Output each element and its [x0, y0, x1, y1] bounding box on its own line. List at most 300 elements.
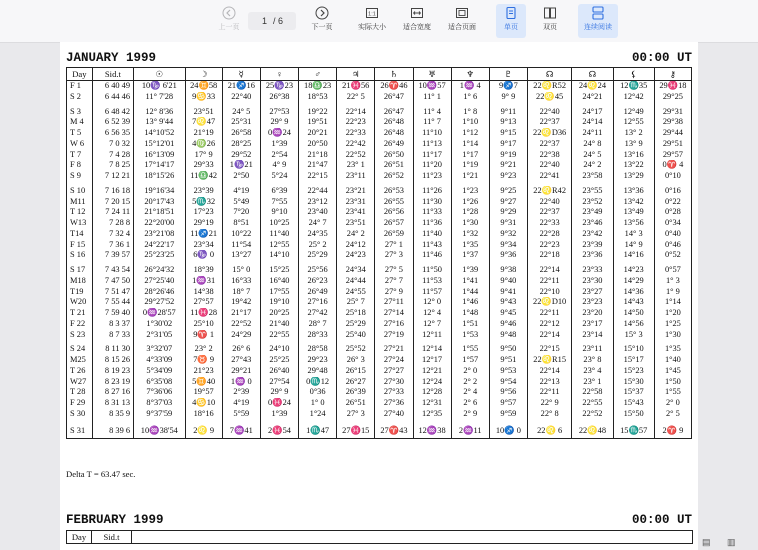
position-cell: 22♌R52 [527, 81, 571, 92]
position-cell: 25°29 [337, 319, 375, 330]
next-page-button[interactable] [306, 4, 338, 38]
position-cell: 0°22 [654, 197, 691, 208]
february-table [66, 530, 693, 544]
sidereal-time-cell: 7 51 47 [92, 287, 133, 298]
position-cell: 27° 5 [375, 265, 413, 276]
table-header-row [67, 531, 693, 544]
position-cell: 24°34 [337, 265, 375, 276]
position-cell: 23° 4 [572, 366, 613, 377]
position-cell: 18°16 [185, 409, 222, 420]
position-cell: 23°34 [185, 240, 222, 251]
table-row [67, 355, 692, 366]
position-cell: 29°57 [654, 150, 691, 161]
table-row [67, 308, 692, 319]
position-cell: 0♓24 [260, 398, 298, 409]
position-cell: 11♎42 [185, 171, 222, 182]
day-cell: F 15 [67, 240, 93, 251]
position-cell: 14°10 [260, 250, 298, 261]
position-cell: 22°20'00 [134, 218, 186, 229]
position-cell: 26°51 [337, 398, 375, 409]
position-cell: 9°10 [260, 207, 298, 218]
svg-text:1:1: 1:1 [368, 11, 376, 18]
sidereal-time-cell: 7 59 40 [92, 308, 133, 319]
position-cell: 0°40 [654, 229, 691, 240]
day-cell: S 3 [67, 107, 93, 118]
position-cell: 12°24 [413, 377, 451, 388]
day-cell: M25 [67, 355, 93, 366]
position-cell: 9°43 [489, 297, 527, 308]
position-cell: 11°26 [413, 186, 451, 197]
position-cell: 14°38 [185, 287, 222, 298]
position-cell: 11♐21 [185, 229, 222, 240]
table-row [67, 128, 692, 139]
position-cell: 1°44 [451, 287, 489, 298]
day-cell: T 26 [67, 366, 93, 377]
position-cell: 21°23 [185, 366, 222, 377]
sidereal-time-cell: 8 35 9 [92, 409, 133, 420]
position-cell: 9°15 [489, 128, 527, 139]
sidereal-time-cell: 8 7 33 [92, 330, 133, 341]
position-cell: 1°35 [654, 344, 691, 355]
single-page-button[interactable] [496, 4, 526, 38]
position-cell: 11°20 [413, 160, 451, 171]
table-row [67, 186, 692, 197]
position-cell: 27° 3 [375, 250, 413, 261]
sidereal-time-cell: 7 39 57 [92, 250, 133, 261]
day-cell: M11 [67, 197, 93, 208]
position-cell: 1°24 [299, 409, 337, 420]
position-cell: 23°30 [572, 276, 613, 287]
position-cell: 12°31 [413, 398, 451, 409]
position-cell: 6♑ 0 [185, 250, 222, 261]
day-cell: T 5 [67, 128, 93, 139]
position-cell: 1♒31 [185, 276, 222, 287]
position-cell: 22°14 [527, 265, 571, 276]
position-cell: 26°48 [375, 128, 413, 139]
position-cell: 20°50 [299, 139, 337, 150]
position-cell: 24°23 [337, 250, 375, 261]
position-cell: 17°14'17 [134, 160, 186, 171]
column-header: ☊ [572, 68, 613, 81]
position-cell: 0♒28'57 [134, 308, 186, 319]
position-cell: 29°33 [185, 160, 222, 171]
fit-page-icon [455, 6, 469, 20]
position-cell: 27°40 [375, 409, 413, 420]
position-cell: 26° 6 [222, 344, 260, 355]
position-cell: 13° 2 [613, 128, 654, 139]
position-cell: 16°40 [260, 276, 298, 287]
sidereal-time-cell: 8 31 13 [92, 398, 133, 409]
position-cell: 28°33 [299, 330, 337, 341]
position-cell: 7♌47 [185, 117, 222, 128]
position-cell: 25°31 [222, 117, 260, 128]
position-cell: 19°57 [185, 387, 222, 398]
prev-page-button[interactable] [214, 4, 244, 38]
page-number-box[interactable] [248, 12, 296, 30]
position-cell: 22°14 [527, 366, 571, 377]
sidereal-time-cell: 7 36 1 [92, 240, 133, 251]
position-cell: 29♓18 [654, 81, 691, 92]
position-cell: 26°49 [375, 139, 413, 150]
page-total: / 6 [273, 16, 284, 26]
position-cell: 29°23 [299, 355, 337, 366]
position-cell: 1°21 [451, 171, 489, 182]
table-row [67, 276, 692, 287]
sidereal-time-cell: 7 47 50 [92, 276, 133, 287]
position-cell: 23°11 [337, 171, 375, 182]
position-cell: 0♏12 [299, 377, 337, 388]
january-header [66, 51, 692, 67]
table-row [67, 207, 692, 218]
fit-width-icon [410, 6, 424, 20]
page-mode-icon[interactable]: ▤ [702, 537, 711, 547]
continuous-reading-button[interactable] [578, 4, 618, 38]
position-cell: 12°21 [413, 366, 451, 377]
layout-mode-icon[interactable]: ▥ [727, 537, 736, 547]
sidereal-time-cell: 7 28 8 [92, 218, 133, 229]
position-cell: 9°51 [489, 355, 527, 366]
position-cell: 22°11 [527, 308, 571, 319]
position-cell: 26°59 [375, 229, 413, 240]
position-cell: 22°28 [527, 229, 571, 240]
day-cell: F 1 [67, 81, 93, 92]
day-cell: T 12 [67, 207, 93, 218]
position-cell: 9♐7 [489, 81, 527, 92]
position-cell: 20°25 [260, 308, 298, 319]
position-cell: 29°31 [654, 107, 691, 118]
position-cell: 22°40 [222, 92, 260, 103]
position-cell: 12° 7 [413, 319, 451, 330]
position-cell: 26°55 [375, 197, 413, 208]
position-cell: 23°33 [572, 265, 613, 276]
position-cell: 4° 9 [260, 160, 298, 171]
position-cell: 29°52 [222, 150, 260, 161]
position-cell: 27♓15 [337, 424, 375, 439]
position-cell: 1°55 [451, 344, 489, 355]
position-cell: 11°13 [413, 139, 451, 150]
double-page-icon [543, 6, 557, 20]
actual-size-button[interactable] [355, 4, 389, 38]
position-cell: 2° 2 [451, 377, 489, 388]
sidereal-time-cell: 8 11 30 [92, 344, 133, 355]
column-header: ☊ [527, 68, 571, 81]
position-cell: 26°24'32 [134, 265, 186, 276]
position-cell: 11° 1 [413, 92, 451, 103]
chevron-left-icon [222, 6, 236, 20]
position-cell: 20°21 [299, 128, 337, 139]
actual-size-icon [365, 6, 379, 20]
position-cell: 27° 3 [337, 409, 375, 420]
position-cell: 9°41 [489, 287, 527, 298]
table-header-row [67, 68, 692, 81]
viewer-toolbar [0, 0, 758, 43]
column-header: ☿ [222, 68, 260, 81]
table-row [67, 81, 692, 92]
position-cell: 25°52 [337, 344, 375, 355]
position-cell: 4°33'09 [134, 355, 186, 366]
position-cell: 12°11 [413, 330, 451, 341]
column-header: Day [67, 68, 93, 81]
position-cell: 23°21'08 [134, 229, 186, 240]
position-cell: 1° 6 [451, 92, 489, 103]
position-cell: 27°30 [375, 377, 413, 388]
table-row [67, 366, 692, 377]
position-cell: 27°33 [375, 387, 413, 398]
position-cell: 2♈ 9 [654, 424, 691, 439]
position-cell: 11°53 [413, 276, 451, 287]
position-cell: 22°15 [299, 171, 337, 182]
position-cell: 12°55 [613, 117, 654, 128]
position-cell: 27° 9 [375, 287, 413, 298]
day-cell: T 21 [67, 308, 93, 319]
position-cell: 14°10'52 [134, 128, 186, 139]
position-cell: 2° 4 [451, 387, 489, 398]
position-cell: 27° 7 [375, 276, 413, 287]
position-cell: 1°50 [654, 377, 691, 388]
position-cell: 0°52 [654, 250, 691, 261]
column-header: ♃ [337, 68, 375, 81]
position-cell: 11° 4 [413, 107, 451, 118]
position-cell: 23°23 [572, 297, 613, 308]
position-cell: 23°52 [572, 197, 613, 208]
position-cell: 1°30 [451, 218, 489, 229]
position-cell: 0°16 [654, 186, 691, 197]
position-cell: 22°52 [222, 319, 260, 330]
position-cell: 28°58 [299, 344, 337, 355]
day-cell: S 23 [67, 330, 93, 341]
table-row [67, 160, 692, 171]
position-cell: 26°15 [337, 366, 375, 377]
document-page [60, 42, 698, 550]
position-cell: 29°44 [654, 128, 691, 139]
day-cell: T 28 [67, 387, 93, 398]
position-cell: 24°12 [337, 240, 375, 251]
position-cell: 14°16 [613, 250, 654, 261]
position-cell: 1°19 [451, 160, 489, 171]
position-cell: 25°10 [185, 319, 222, 330]
position-cell: 12° 0 [413, 297, 451, 308]
sidereal-time-cell: 7 55 44 [92, 297, 133, 308]
position-cell: 22° 9 [527, 398, 571, 409]
position-cell: 24°17 [572, 107, 613, 118]
position-cell: 23°49 [572, 207, 613, 218]
sidereal-time-cell: 7 8 25 [92, 160, 133, 171]
february-header [66, 513, 692, 529]
position-cell: 9°59 [489, 409, 527, 420]
position-cell: 10♒38'54 [134, 424, 186, 439]
position-cell: 26°47 [375, 92, 413, 103]
day-cell: W13 [67, 218, 93, 229]
position-cell: 25°18 [337, 308, 375, 319]
position-cell: 22°33 [337, 128, 375, 139]
table-row [67, 139, 692, 150]
position-cell: 17° 9 [185, 150, 222, 161]
table-row [67, 398, 692, 409]
position-cell: 1°45 [654, 366, 691, 377]
position-cell: 18°39 [185, 265, 222, 276]
day-cell: W20 [67, 297, 93, 308]
position-cell: 15°37 [613, 387, 654, 398]
position-cell: 22°12 [527, 319, 571, 330]
position-cell: 11°17 [413, 150, 451, 161]
day-cell: S 16 [67, 250, 93, 261]
position-cell: 26°49 [299, 287, 337, 298]
day-cell: F 22 [67, 319, 93, 330]
position-cell: 23°39 [185, 186, 222, 197]
position-cell: 27°42 [299, 308, 337, 319]
table-row [67, 150, 692, 161]
position-cell: 24♌24 [572, 81, 613, 92]
position-cell: 1♒ 4 [451, 81, 489, 92]
position-cell: 24°22'17 [134, 240, 186, 251]
position-cell: 2♌ 9 [185, 424, 222, 439]
position-cell: 20°17'43 [134, 197, 186, 208]
sidereal-time-cell: 8 27 16 [92, 387, 133, 398]
table-row [67, 92, 692, 103]
position-cell: 9°23 [489, 171, 527, 182]
position-cell: 5°34'09 [134, 366, 186, 377]
position-cell: 22♌48 [572, 424, 613, 439]
position-cell: 12♏35 [613, 81, 654, 92]
position-cell: 1°37 [451, 250, 489, 261]
position-cell: 2°54 [260, 150, 298, 161]
position-cell: 21°40 [260, 319, 298, 330]
position-cell: 24° 5 [572, 150, 613, 161]
position-cell: 18°15'26 [134, 171, 186, 182]
day-cell: W27 [67, 377, 93, 388]
position-cell: 15°43 [613, 398, 654, 409]
column-header: ♄ [375, 68, 413, 81]
page-current-input[interactable]: 1 [262, 16, 268, 26]
position-cell: 22°11 [527, 387, 571, 398]
position-cell: 12°17 [413, 355, 451, 366]
position-cell: 1°39 [260, 409, 298, 420]
position-cell: 1°14 [654, 297, 691, 308]
position-cell: 1♑21 [222, 160, 260, 171]
position-cell: 1°40 [654, 355, 691, 366]
position-cell: 6°39 [260, 186, 298, 197]
position-cell: 15° 0 [222, 265, 260, 276]
position-cell: 0°10 [654, 171, 691, 182]
position-cell: 26°40 [260, 366, 298, 377]
position-cell: 22°38 [527, 150, 571, 161]
position-cell: 2°31'05 [134, 330, 186, 341]
position-cell: 23°51 [337, 218, 375, 229]
position-cell: 27°14 [375, 308, 413, 319]
position-cell: 24°14 [572, 117, 613, 128]
sidereal-time-cell: 7 32 4 [92, 229, 133, 240]
position-cell: 1°23 [451, 186, 489, 197]
position-cell: 22♌D10 [527, 297, 571, 308]
position-cell: 5°24 [260, 171, 298, 182]
position-cell: 2♒11 [451, 424, 489, 439]
position-cell: 1°12 [451, 128, 489, 139]
double-page-button[interactable] [535, 4, 565, 38]
column-header-rest [132, 531, 693, 544]
position-cell: 22°44 [299, 186, 337, 197]
position-cell: 12° 4 [413, 308, 451, 319]
position-cell: 14°29 [613, 276, 654, 287]
position-cell: 22°40 [527, 160, 571, 171]
position-cell: 22°13 [527, 377, 571, 388]
position-cell: 29°38 [654, 117, 691, 128]
position-cell: 12° 8'36 [134, 107, 186, 118]
fit-width-button[interactable] [400, 4, 434, 38]
position-cell: 23°17 [572, 319, 613, 330]
position-cell: 9°37'59 [134, 409, 186, 420]
column-header: ☽ [185, 68, 222, 81]
position-cell: 22♌45 [527, 92, 571, 103]
position-cell: 4°19 [222, 186, 260, 197]
position-cell: 9°34 [489, 240, 527, 251]
table-row [67, 297, 692, 308]
position-cell: 9°21 [489, 160, 527, 171]
table-row [67, 265, 692, 276]
position-cell: 0♒24 [260, 128, 298, 139]
position-cell: 11♓28 [185, 308, 222, 319]
fit-page-button[interactable] [444, 4, 480, 38]
position-cell: 1♏47 [299, 424, 337, 439]
position-cell: 9°19 [489, 150, 527, 161]
position-cell: 8°37'03 [134, 398, 186, 409]
position-cell: 26°38 [260, 92, 298, 103]
next-page-label: 下一页 [311, 24, 333, 31]
position-cell: 26♈46 [375, 81, 413, 92]
position-cell: 24° 2 [337, 229, 375, 240]
position-cell: 10°22 [222, 229, 260, 240]
position-cell: 13°49 [613, 207, 654, 218]
sidereal-time-cell: 6 52 39 [92, 117, 133, 128]
position-cell: 27°43 [222, 355, 260, 366]
position-cell: 1°30 [654, 330, 691, 341]
position-cell: 9°29 [489, 207, 527, 218]
position-cell: 12°49 [613, 107, 654, 118]
table-row [67, 218, 692, 229]
position-cell: 7♒41 [222, 424, 260, 439]
position-cell: 26°56 [375, 207, 413, 218]
position-cell: 15° 3 [613, 330, 654, 341]
position-cell: 11°54 [222, 240, 260, 251]
position-cell: 27°27 [375, 366, 413, 377]
position-cell: 26°53 [375, 186, 413, 197]
table-row [67, 171, 692, 182]
position-cell: 21°47 [299, 160, 337, 171]
position-cell: 2° 6 [451, 398, 489, 409]
position-cell: 1°26 [451, 197, 489, 208]
table-row [67, 107, 692, 118]
month-time: 00:00 UT [631, 513, 692, 527]
day-cell: M18 [67, 276, 93, 287]
position-cell: 27°21 [375, 344, 413, 355]
position-cell: 21°18'51 [134, 207, 186, 218]
position-cell: 22♌ 6 [527, 424, 571, 439]
position-cell: 13° 9 [613, 139, 654, 150]
position-cell: 24°21 [572, 92, 613, 103]
position-cell: 11°57 [413, 287, 451, 298]
position-cell: 16°13'09 [134, 150, 186, 161]
position-cell: 9°17 [489, 139, 527, 150]
column-header: ☉ [134, 68, 186, 81]
day-cell: M 4 [67, 117, 93, 128]
position-cell: 1°57 [451, 355, 489, 366]
position-cell: 29°51 [654, 139, 691, 150]
position-cell: 1°39 [260, 139, 298, 150]
position-cell: 8°51 [222, 218, 260, 229]
position-cell: 2° 0 [451, 366, 489, 377]
position-cell: 11°30 [413, 197, 451, 208]
position-cell: 12♒38 [413, 424, 451, 439]
position-cell: 11°36 [413, 218, 451, 229]
